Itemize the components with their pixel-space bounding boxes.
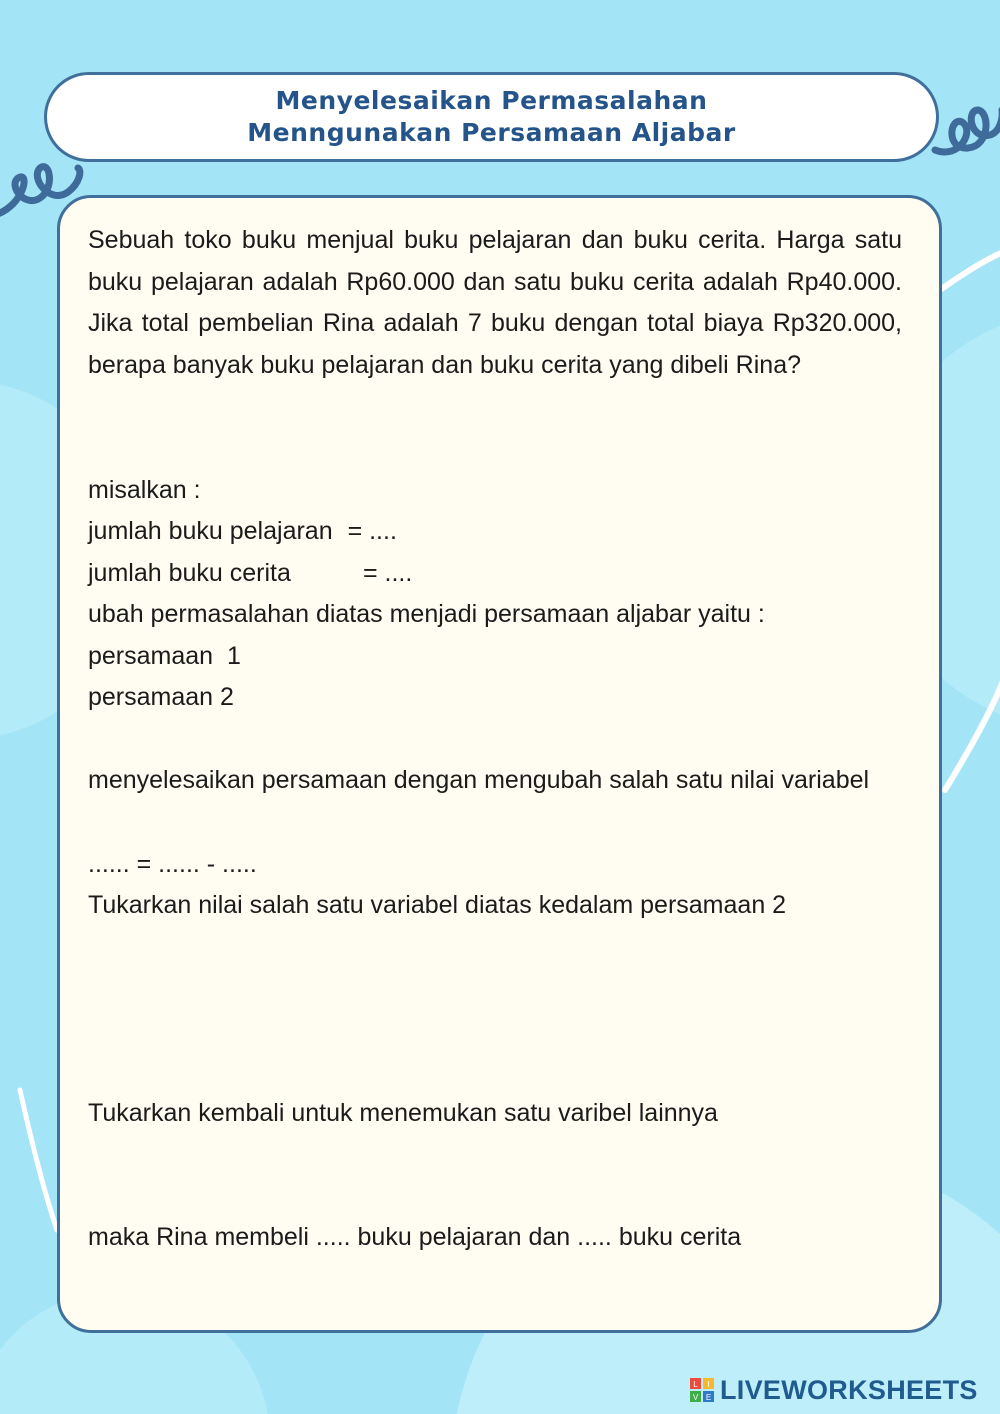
variable-1-label: jumlah buku pelajaran [88, 517, 333, 545]
conclusion-sentence: maka Rina membeli ..... buku pelajaran dan ..... buku cerita [88, 1223, 742, 1251]
logo-letter: V [692, 1393, 699, 1402]
equation-instruction: ubah permasalahan diatas menjadi persamaan aljabar yaitu : [88, 600, 765, 628]
logo-letter: L [693, 1380, 698, 1389]
liveworksheets-logo[interactable] [690, 1374, 978, 1406]
title-banner [44, 72, 939, 162]
variable-2-value: = .... [362, 559, 413, 587]
swoosh-line [20, 1090, 57, 1230]
title-line-2: Menngunakan Persamaan Aljabar [247, 118, 736, 147]
equation-2-label: persamaan 2 [88, 683, 234, 711]
variable-row-2 [88, 553, 902, 595]
variable-1-value: = .... [347, 517, 397, 545]
misalkan-label: misalkan : [88, 476, 201, 504]
liveworksheets-logo-icon [690, 1378, 714, 1402]
variable-row-1 [88, 511, 902, 553]
brand-name: LIVEWORKSHEETS [720, 1374, 978, 1405]
substitute-instruction: Tukarkan nilai salah satu variabel diatas kedalam persamaan 2 [88, 891, 787, 919]
substitute-back-instruction: Tukarkan kembali untuk menemukan satu varibel lainnya [88, 1099, 718, 1127]
problem-statement: Sebuah toko buku menjual buku pelajaran dan buku cerita. Harga satu buku pelajaran adalah Rp60.000 dan satu buku cerita adalah Rp40.000. Jika total pembelian Rina adalah 7 buku dengan total biaya Rp320.000, berapa banyak buku pelajaran dan buku cerita yang dibeli Rina? [88, 226, 902, 379]
variable-2-label: jumlah buku cerita [88, 559, 291, 587]
squiggle-doodle-right [935, 110, 1000, 152]
swoosh-line [940, 250, 1000, 290]
logo-letter: E [705, 1393, 712, 1402]
equation-1-label: persamaan 1 [88, 642, 241, 670]
solve-instruction: menyelesaikan persamaan dengan mengubah salah satu nilai variabel [88, 766, 870, 794]
title-line-1: Menyelesaikan Permasalahan [275, 86, 708, 115]
blank-expression: ...... = ...... - ..... [88, 850, 257, 878]
worksheet-card [57, 195, 942, 1333]
logo-letter: I [707, 1380, 710, 1389]
